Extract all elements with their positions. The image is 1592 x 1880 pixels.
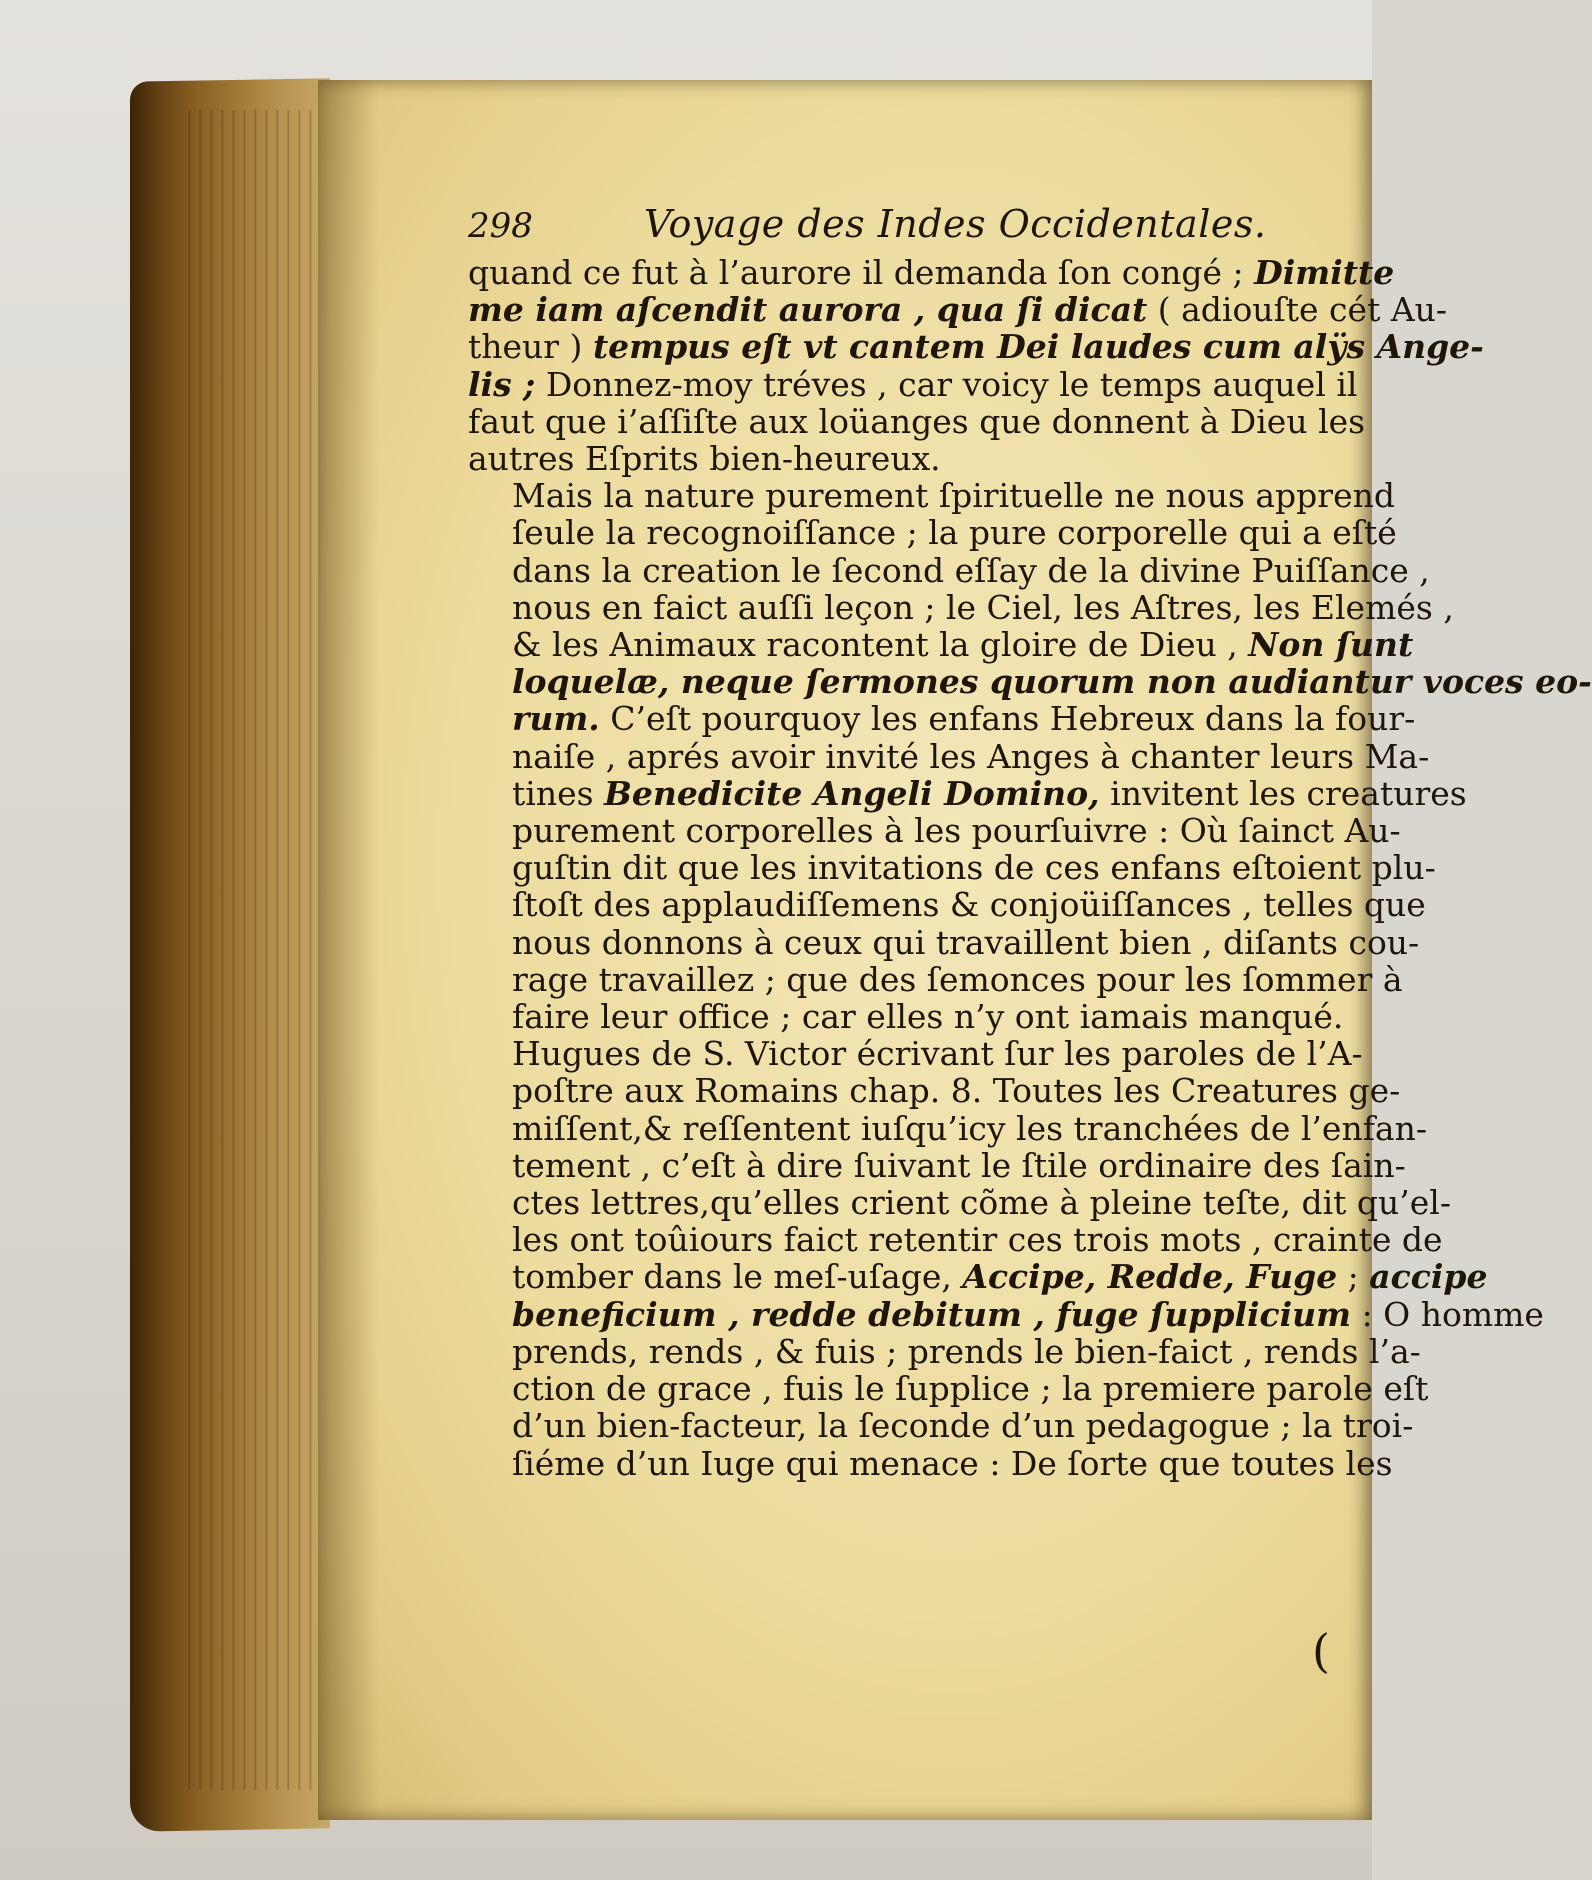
text-line (468, 440, 1298, 477)
text-run: d’un bien-facteur, la ſeconde d’un pedagogue ; la troi- (512, 1406, 1414, 1446)
text-line (468, 587, 1454, 627)
text-run: ction de grace , fuis le ſupplice ; la premiere parole eſt (512, 1369, 1429, 1409)
paragraph (468, 253, 1484, 479)
text-line (468, 1183, 1452, 1223)
latin-italic-text: loquelæ, neque ſermones quorum non audiantur voces eo- (512, 662, 1592, 702)
text-run: ( adiouſte cét Au- (1147, 290, 1448, 330)
text-line (468, 513, 1397, 553)
body-text (468, 253, 1592, 1483)
text-run: prends, rends , & fuis ; prends le bien-faict , rends l’a- (512, 1331, 1421, 1371)
text-run: quand ce fut à l’aurore il demanda ſon congé ; (468, 253, 1255, 292)
text-line (468, 736, 1430, 776)
latin-italic-text: beneficium , redde debitum , fuge ſupplicium (512, 1294, 1352, 1334)
text-line (468, 290, 1448, 330)
text-line (468, 401, 1366, 441)
paragraph (468, 476, 1592, 1037)
text-line (468, 1257, 1488, 1297)
text-run: ſiéme d’un Iuge qui menace : De ſorte que toutes les (512, 1443, 1393, 1483)
text-line (468, 1071, 1401, 1111)
text-line (468, 1406, 1414, 1446)
text-run: naiſe , aprés avoir invité les Anges à chanter leurs Ma- (512, 736, 1430, 776)
text-line (468, 922, 1420, 962)
latin-italic-text: Non ſunt (1248, 625, 1414, 665)
text-run: les ont toûiours faict retentir ces trois mots , crainte de (512, 1220, 1443, 1260)
page-text (468, 202, 1592, 1483)
text-run: ; (1337, 1257, 1370, 1297)
latin-italic-text: me iam aſcendit aurora , qua ſi dicat (468, 290, 1148, 330)
text-line (468, 1443, 1393, 1483)
text-line (468, 1034, 1363, 1074)
text-line (468, 625, 1414, 665)
running-head (468, 202, 1298, 254)
latin-italic-text: accipe (1369, 1257, 1488, 1297)
text-line (468, 550, 1430, 590)
text-line (468, 885, 1426, 925)
text-line (468, 811, 1401, 851)
text-run: faire leur office ; car elles n’y ont iamais manqué. (512, 997, 1344, 1037)
text-run: faut que i’aſſiſte aux loüanges que donnent à Dieu les (468, 401, 1366, 441)
text-run: tement , c’eſt à dire ſuivant le ſtile ordinaire des ſain- (512, 1145, 1406, 1185)
text-run: theur ) (468, 327, 593, 367)
text-run: : O homme (1351, 1294, 1544, 1334)
text-run: dans la creation le ſecond eſſay de la divine Puiſſance , (512, 550, 1430, 590)
text-run: & les Animaux racontent la gloire de Dieu , (512, 625, 1249, 665)
page-number: 298 (468, 206, 533, 246)
text-line (468, 773, 1467, 813)
text-line (468, 1294, 1544, 1334)
text-line (468, 1108, 1427, 1148)
text-line (468, 1145, 1406, 1185)
text-run: guſtin dit que les invitations de ces enfans eſtoient plu- (512, 848, 1436, 888)
text-run: Hugues de S. Victor écrivant ſur les paroles de l’A- (512, 1034, 1363, 1074)
text-line (468, 662, 1592, 702)
text-run: C’eſt pourquoy les enfans Hebreux dans la four- (599, 699, 1416, 739)
text-line (468, 364, 1358, 404)
text-run: invitent les creatures (1099, 773, 1467, 813)
text-run: ctes lettres,qu’elles crient cõme à pleine teſte, dit qu’el- (512, 1183, 1452, 1223)
page-edges (180, 110, 330, 1790)
text-run: Donnez-moy tréves , car voicy le temps auquel il (535, 364, 1358, 404)
text-run: tomber dans le meſ-uſage, (512, 1257, 963, 1297)
latin-italic-text: Accipe, Redde, Fuge (962, 1257, 1338, 1297)
text-run: Mais la nature purement ſpirituelle ne nous apprend (512, 476, 1395, 516)
paragraph (468, 1034, 1544, 1483)
text-line (468, 1220, 1443, 1260)
text-run: nous donnons à ceux qui travaillent bien , diſants cou- (512, 922, 1420, 962)
latin-italic-text: lis ; (468, 364, 536, 404)
gutter-shadow (318, 80, 378, 1820)
text-line (468, 253, 1395, 292)
text-line (468, 959, 1403, 999)
latin-italic-text: tempus eſt vt cantem Dei laudes cum alÿs Ange- (592, 327, 1484, 367)
text-run: ſtoſt des applaudiſſemens & conjoüiſſances , telles que (512, 885, 1426, 925)
text-line (468, 699, 1416, 739)
text-run: tines (512, 773, 605, 813)
text-line (468, 1331, 1421, 1371)
latin-italic-text: rum. (512, 699, 600, 739)
text-run: miſſent,& reſſentent iuſqu’icy les tranchées de l’enfan- (512, 1108, 1427, 1148)
text-run: rage travaillez ; que des ſemonces pour les ſommer à (512, 959, 1403, 999)
text-run: poſtre aux Romains chap. 8. Toutes les Creatures ge- (512, 1071, 1401, 1111)
text-run: nous en faict auſſi leçon ; le Ciel, les Aſtres, les Elemés , (512, 587, 1454, 627)
latin-italic-text: Dimitte (1254, 253, 1395, 292)
text-line (468, 1369, 1429, 1409)
margin-mark: ( (1312, 1624, 1330, 1678)
text-line (468, 476, 1395, 516)
text-run: ſeule la recognoiſſance ; la pure corporelle qui a eſté (512, 513, 1397, 553)
text-line (468, 848, 1436, 888)
text-run: purement corporelles à les pourſuivre : Où ſainct Au- (512, 811, 1401, 851)
running-title: Voyage des Indes Occidentales. (644, 202, 1267, 246)
text-line (468, 327, 1484, 367)
text-line (468, 997, 1344, 1037)
text-run: autres Eſprits bien-heureux. (468, 439, 941, 479)
latin-italic-text: Benedicite Angeli Domino, (604, 773, 1100, 813)
